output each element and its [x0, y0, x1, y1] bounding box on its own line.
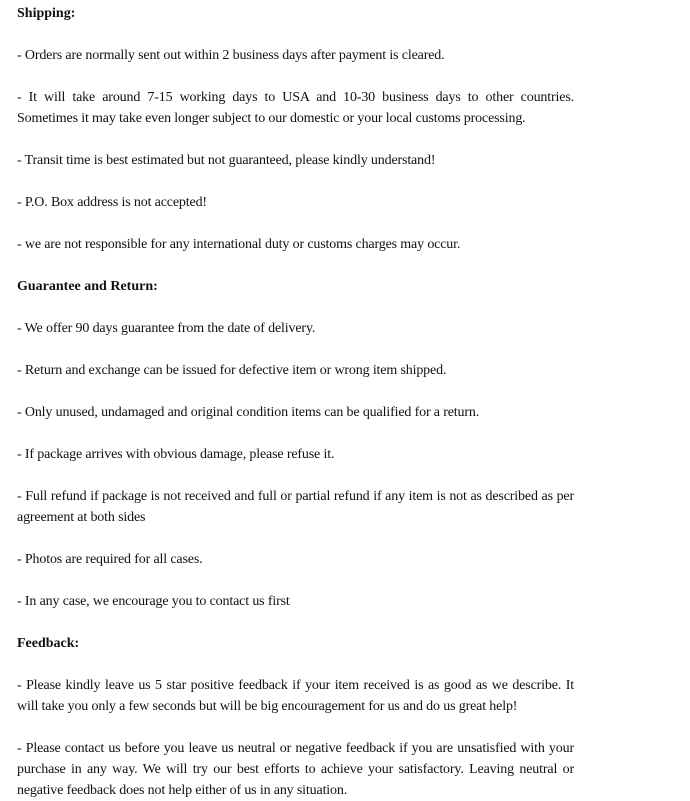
policy-item: - Only unused, undamaged and original condition items can be qualified for a return.: [17, 405, 480, 420]
policy-item: - It will take around 7-15 working days to USA and 10-30 business days to other countries. Sometimes it may take even longer subject to our domestic or your local customs processing.: [17, 90, 574, 126]
guarantee-return-section: [17, 276, 574, 633]
policy-item: - If package arrives with obvious damage, please refuse it.: [17, 447, 335, 462]
section-heading-feedback: Feedback:: [17, 636, 80, 651]
policy-item: - Photos are required for all cases.: [17, 552, 203, 567]
policy-item: - Return and exchange can be issued for defective item or wrong item shipped.: [17, 363, 447, 378]
feedback-section: [17, 633, 574, 801]
policy-item: - In any case, we encourage you to contact us first: [17, 594, 290, 609]
policy-item: - we are not responsible for any international duty or customs charges may occur.: [17, 237, 461, 252]
policy-item: - Orders are normally sent out within 2 business days after payment is cleared.: [17, 48, 445, 63]
shipping-section: [17, 3, 574, 276]
policy-item: - We offer 90 days guarantee from the date of delivery.: [17, 321, 316, 336]
policy-item: - Please contact us before you leave us neutral or negative feedback if you are unsatisfied with your purchase in any way. We will try our best efforts to achieve your satisfactory. Leaving neutral or negative feedback does not help either of us in any situation.: [17, 741, 574, 798]
policy-item: - Full refund if package is not received and full or partial refund if any item is not as described as per agreement at both sides: [17, 489, 574, 525]
policy-document: [17, 3, 574, 801]
section-heading-guarantee-return: Guarantee and Return:: [17, 279, 158, 294]
policy-item: - P.O. Box address is not accepted!: [17, 195, 207, 210]
policy-item: - Transit time is best estimated but not guaranteed, please kindly understand!: [17, 153, 436, 168]
section-heading-shipping: Shipping:: [17, 6, 76, 21]
policy-item: - Please kindly leave us 5 star positive feedback if your item received is as good as we describe. It will take you only a few seconds but will be big encouragement for us and do us great help!: [17, 678, 574, 714]
